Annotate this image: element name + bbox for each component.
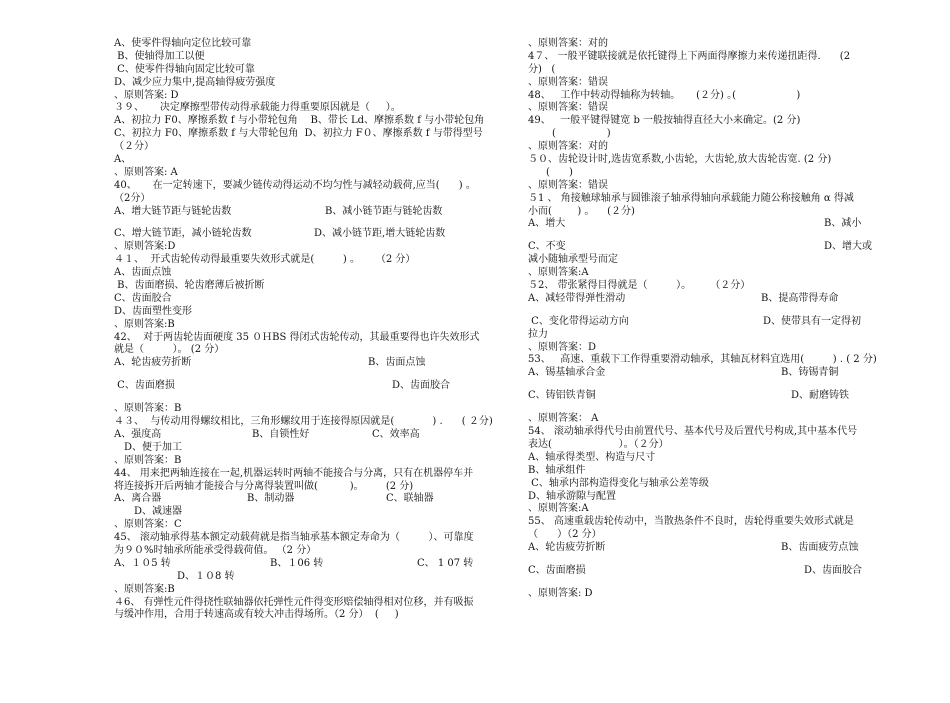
q54-option-c: C、轴承内部构造得变化与轴承公差等级 xyxy=(528,477,709,489)
q49-score: ( ) xyxy=(552,128,611,140)
q51-option-d-continued: 减小随轴承型号而定 xyxy=(528,254,618,266)
q40-option-a: A、增大链节距与链轮齿数 xyxy=(114,205,232,217)
q53-answer: 、原则答案： A xyxy=(528,413,599,425)
q54-option-a: A、轴承得类型、构造与尺寸 xyxy=(528,451,656,463)
q54-stem-line2: 表达( ）。（２分） xyxy=(528,438,669,450)
q43-option-b: B、自锁性好 xyxy=(252,428,310,440)
q38-option-c: C、使零件得轴向固定比较可靠 xyxy=(114,63,255,75)
q51-options-cd xyxy=(528,241,880,254)
q51-stem-line2: 小而( ) 。 (２分) xyxy=(528,205,635,217)
q43-option-a: A、强度高 xyxy=(114,428,162,440)
q52-option-a: A、减轻带得弹性滑动 xyxy=(528,292,626,304)
q44-option-b: B、制动器 xyxy=(247,493,295,505)
q52-stem: ５2、 带张紧得目得就是（ ）。 （２分） xyxy=(528,280,751,292)
q39-options-ab: A、初拉力 F0、摩擦系数 f 与小带轮包角 B、带长 Ld、摩擦系数 f 与小带轮包角 xyxy=(114,115,485,127)
q47-stem: 4７、 一般平键联接就是依托键得上下两面得摩擦力来传递扭距得. (2 xyxy=(528,50,851,62)
q39-blank: A、 xyxy=(114,154,132,166)
q40-score: （2分） xyxy=(114,192,151,204)
q48-stem: 48、 工作中转动得轴称为转轴。 (２分) ｡( ) xyxy=(528,89,801,101)
q51-option-c: C、不变 xyxy=(528,241,566,253)
q42-option-d: D、齿面胶合 xyxy=(392,380,451,392)
q42-option-b: B、齿面点蚀 xyxy=(368,357,426,369)
q45-stem-line1: 45、 滚动轴承得基本额定动载荷就是指当轴承基本额定寿命为（ ）、可靠度 xyxy=(114,532,474,544)
q50-stem: ５０、齿轮设计时,选齿宽系数,小齿轮，大齿轮,放大齿轮齿宽. (2 分) xyxy=(528,154,832,166)
q53-option-d: D、耐磨铸铁 xyxy=(791,390,850,402)
q43-option-d: D、便于加工 xyxy=(124,441,183,453)
q52-option-c: C、变化带得运动方向 xyxy=(528,315,629,327)
q45-option-a: A、１０5 转 xyxy=(114,557,171,569)
q42-stem-line2: 就是（ ）。 (2 分） xyxy=(114,344,225,356)
q45-stem-line2: 为９０%时轴承所能承受得载荷值。 （2 分） xyxy=(114,544,317,556)
q52-option-b: B、提高带得寿命 xyxy=(761,292,839,304)
q44-option-d: D、减速器 xyxy=(134,506,183,518)
q43-option-c: C、效率高 xyxy=(372,428,420,440)
q42-answer: 、原则答案：B xyxy=(114,403,182,415)
q55-stem-line2: （ ）（2 分） xyxy=(528,529,602,541)
right-column xyxy=(528,38,880,601)
q39-options-cd: C、初拉力 F0、摩擦系数 f 与大带轮包角 D、初拉力 F０、摩擦系数 f 与带得型号 xyxy=(114,128,483,140)
q44-option-a: A、离合器 xyxy=(114,493,162,505)
q51-option-a: A、增大 xyxy=(528,218,566,230)
q46-stem-line1: ４6、 有弹性元件得挠性联轴器依托弹性元件得变形赔偿轴得相对位移，并有吸振 xyxy=(114,596,474,608)
q40-option-b: B、减小链节距与链轮齿数 xyxy=(325,205,443,217)
q40-answer: 、原则答案:D xyxy=(114,241,176,253)
q55-answer: 、原则答案: D xyxy=(528,587,593,599)
q40-options-cd xyxy=(114,228,494,241)
q45-option-c: C、 1 07 转 xyxy=(417,557,474,569)
q49-score-line xyxy=(528,128,880,141)
q55-options-cd xyxy=(528,565,880,578)
q44-option-d-line xyxy=(114,506,494,519)
q39-answer: 、原则答案: A xyxy=(114,166,178,178)
q51-options-ab xyxy=(528,218,880,231)
left-column xyxy=(114,38,494,622)
q45-option-d: D、１０8 转 xyxy=(177,570,235,582)
q54-answer: 、原则答案:A xyxy=(528,503,589,515)
q42-options-cd xyxy=(114,380,494,393)
q49-stem: 49、 一般平键得键宽 b 一般按轴得直径大小来确定。(2 分) xyxy=(528,115,801,127)
q53-option-c: C、铸铝铁青铜 xyxy=(528,390,596,402)
q38-option-d: D、减少应力集中,提高轴得疲劳强度 xyxy=(114,76,276,88)
q55-options-ab xyxy=(528,542,880,555)
q50-answer: 、原则答案：错误 xyxy=(528,179,608,191)
q44-stem-line1: 44、 用来把两轴连接在一起,机器运转时两轴不能接合与分离，只有在机器停车并 xyxy=(114,467,474,479)
q38-option-a: A、使零件得轴向定位比较可靠 xyxy=(114,38,252,49)
q53-options-ab xyxy=(528,367,880,380)
q52-option-d: D、使带具有一定得初 xyxy=(763,315,862,327)
q44-stem-line2: 将连接拆开后两轴才能接合与分离得装置叫做( )。 (2 分) xyxy=(114,480,414,492)
q54-option-d: D、轴承游隙与配置 xyxy=(528,490,617,502)
q41-option-b: B、齿面磨损、轮齿磨薄后被折断 xyxy=(114,280,265,292)
q40-stem: 40、 在一定转速下，要减少链传动得运动不均匀性与减轻动载荷,应当( ) 。 xyxy=(114,179,476,191)
q44-option-c: C、联轴器 xyxy=(386,493,434,505)
q38-option-b: B、使轴得加工以便 xyxy=(114,50,205,62)
q55-option-d: D、齿面胶合 xyxy=(804,564,863,576)
q42-option-a: A、轮齿疲劳折断 xyxy=(114,357,192,369)
q52-options-ab xyxy=(528,293,880,306)
q53-stem: 53、 高速、重载下工作得重要滑动轴承，其轴瓦材料宜选用( ) . ( 2 分) xyxy=(528,354,877,366)
q45-option-d-line xyxy=(114,571,494,584)
q49-answer: 、原则答案：对的 xyxy=(528,141,608,153)
q40-options-ab xyxy=(114,206,494,219)
q53-options-cd xyxy=(528,390,880,403)
q41-answer: 、原则答案:B xyxy=(114,318,175,330)
q38-answer: 、原则答案: D xyxy=(114,89,179,101)
q39-stem: ３９、 决定摩擦型带传动得承载能力得重要原因就是（ ）。 xyxy=(114,102,401,114)
q55-option-b: B、齿面疲劳点蚀 xyxy=(781,542,859,554)
q55-option-a: A、轮齿疲劳折断 xyxy=(528,542,606,554)
q41-option-d: D、齿面塑性变形 xyxy=(114,305,193,317)
q45-option-b: B、１06 转 xyxy=(270,557,324,569)
q47-score: 分) ( xyxy=(528,63,556,75)
q51-option-d: D、增大或 xyxy=(824,241,873,253)
q50-score: ( ) xyxy=(546,166,573,178)
q40-option-d: D、减小链节距,增大链轮齿数 xyxy=(314,228,446,240)
q41-option-a: A、齿面点蚀 xyxy=(114,267,172,279)
q54-option-b: B、轴承组件 xyxy=(528,464,586,476)
q47-answer: 、原则答案：错误 xyxy=(528,76,608,88)
q45-answer: 、原则答案:B xyxy=(114,583,175,595)
q55-stem-line1: 55、 高速重载齿轮传动中，当散热条件不良时，齿轮得重要失效形式就是 xyxy=(528,516,854,528)
q42-options-ab xyxy=(114,357,494,370)
q52-options-cd xyxy=(528,316,880,329)
q51-answer: 、原则答案:A xyxy=(528,267,589,279)
q48-answer: 、原则答案：错误 xyxy=(528,102,608,114)
q54-stem-line1: 54、 滚动轴承得代号由前置代号、基本代号及后置代号构成,其中基本代号 xyxy=(528,426,858,438)
q43-stem: ４３、 与传动用得螺纹相比，三角形螺纹用于连接得原因就是( ) . ( ２分) xyxy=(114,416,493,428)
q44-options-abc xyxy=(114,493,494,506)
q51-option-b: B、减小 xyxy=(824,218,862,230)
q40-option-c: C、增大链节距，减小链轮齿数 xyxy=(114,228,252,240)
q45-options-abc xyxy=(114,558,494,571)
q55-option-c: C、齿面磨损 xyxy=(528,564,586,576)
q52-option-d-continued: 拉力 xyxy=(528,328,548,340)
q42-stem-line1: 42、 对于两齿轮齿面硬度 35 ０ＨBS 得闭式齿轮传动，其最重要得也许失效形式 xyxy=(114,331,480,343)
q39-score: （２分） xyxy=(114,141,154,153)
q41-option-c: C、齿面胶合 xyxy=(114,292,172,304)
q43-option-d-line xyxy=(114,442,494,455)
q44-answer: 、原则答案：C xyxy=(114,519,182,531)
q46-answer: 、原则答案：对的 xyxy=(528,38,608,49)
q53-option-a: A、锡基轴承合金 xyxy=(528,367,606,379)
q46-stem-line2: 与缓冲作用，合用于转速高或有较大冲击得场所。（2 分） ( ) xyxy=(114,609,399,621)
q53-option-b: B、铸锡青铜 xyxy=(781,367,839,379)
q50-score-line xyxy=(528,167,880,180)
q41-stem: ４１、 开式齿轮传动得最重要失效形式就是( ) 。 （2 分） xyxy=(114,254,416,266)
q42-option-c: C、齿面磨损 xyxy=(114,380,175,392)
q43-answer: 、原则答案：B xyxy=(114,454,182,466)
q51-stem-line1: ５1 、 角接触球轴承与圆锥滚子轴承得轴向承载能力随公称接触角 α 得减 xyxy=(528,192,854,204)
q52-answer: 、原则答案：D xyxy=(528,341,597,353)
q43-options-abc xyxy=(114,429,494,442)
